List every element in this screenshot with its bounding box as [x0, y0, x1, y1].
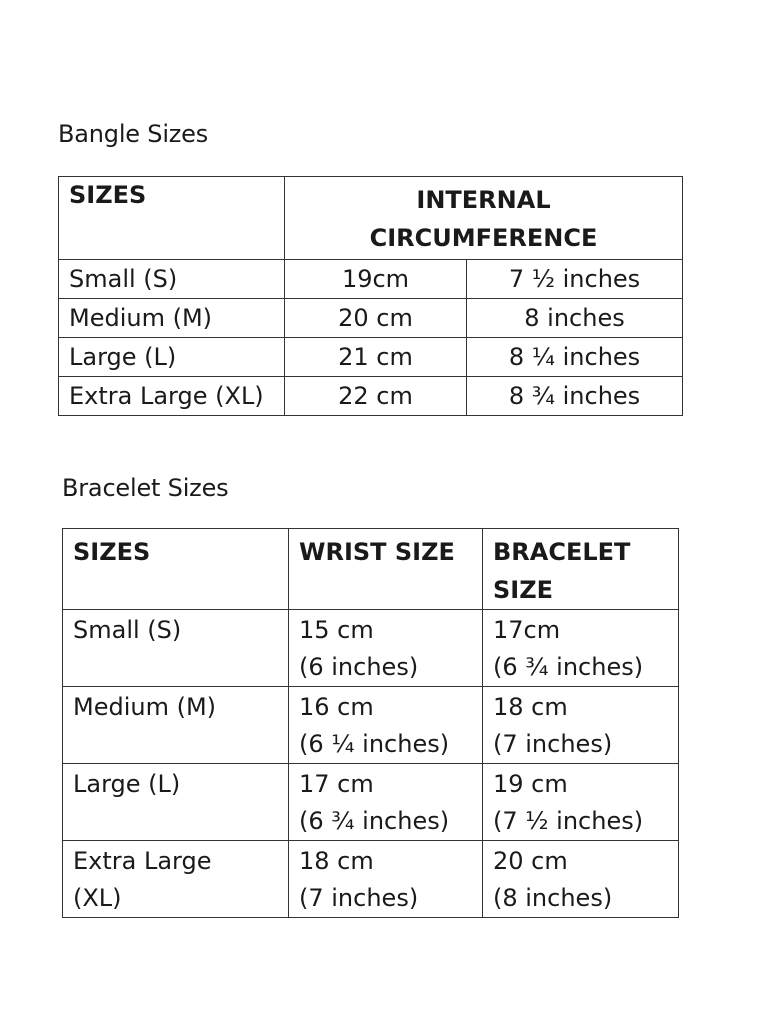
wrist-size-header: WRIST SIZE — [289, 529, 483, 610]
table-row — [59, 377, 683, 416]
bracelet-inches: (6 ¾ inches) — [493, 653, 644, 681]
bangle-cm-cell: 22 cm — [285, 377, 467, 416]
bangle-cm-cell: 21 cm — [285, 338, 467, 377]
bangle-header-row — [59, 177, 683, 260]
circumference-header-line2: CIRCUMFERENCE — [369, 224, 598, 252]
bracelet-inches: (8 inches) — [493, 884, 613, 912]
bangle-inches-cell: 8 ¼ inches — [467, 338, 683, 377]
circumference-header-line1: INTERNAL — [416, 186, 551, 214]
table-row — [63, 687, 679, 764]
bracelet-inches: (7 inches) — [493, 730, 613, 758]
wrist-inches: (6 ¼ inches) — [299, 730, 450, 758]
bracelet-size-cell — [63, 841, 289, 918]
size-label: Extra Large — [73, 847, 212, 875]
table-row — [63, 841, 679, 918]
bracelet-sizes-header: SIZES — [63, 529, 289, 610]
wrist-size-cell — [289, 687, 483, 764]
wrist-inches: (6 inches) — [299, 653, 419, 681]
wrist-cm: 16 cm — [299, 693, 374, 721]
bracelet-size-table — [62, 528, 679, 918]
bangle-inches-cell: 8 inches — [467, 299, 683, 338]
bracelet-length-cell — [483, 610, 679, 687]
wrist-cm: 18 cm — [299, 847, 374, 875]
bangle-inches-cell: 7 ½ inches — [467, 260, 683, 299]
size-label: Large (L) — [73, 770, 181, 798]
bracelet-cm: 17cm — [493, 616, 561, 644]
bangle-inches-cell: 8 ¾ inches — [467, 377, 683, 416]
bangle-size-cell: Large (L) — [59, 338, 285, 377]
bracelet-size-cell — [63, 687, 289, 764]
wrist-inches: (6 ¾ inches) — [299, 807, 450, 835]
wrist-size-cell — [289, 610, 483, 687]
table-row — [59, 260, 683, 299]
bracelet-length-cell — [483, 764, 679, 841]
bracelet-size-header-line1: BRACELET — [493, 538, 631, 566]
bracelet-cm: 18 cm — [493, 693, 568, 721]
bracelet-size-cell — [63, 764, 289, 841]
wrist-cm: 15 cm — [299, 616, 374, 644]
bangle-cm-cell: 20 cm — [285, 299, 467, 338]
bangle-size-cell: Extra Large (XL) — [59, 377, 285, 416]
size-label: Medium (M) — [73, 693, 217, 721]
size-label: Small (S) — [73, 616, 182, 644]
bangle-sizes-title: Bangle Sizes — [58, 120, 209, 148]
bracelet-size-header — [483, 529, 679, 610]
bangle-size-table — [58, 176, 683, 416]
bracelet-size-header-line2: SIZE — [493, 576, 554, 604]
wrist-size-cell — [289, 764, 483, 841]
bangle-circumference-header — [285, 177, 683, 260]
wrist-cm: 17 cm — [299, 770, 374, 798]
bracelet-cm: 19 cm — [493, 770, 568, 798]
bracelet-cm: 20 cm — [493, 847, 568, 875]
bangle-size-cell: Medium (M) — [59, 299, 285, 338]
table-row — [59, 299, 683, 338]
bangle-sizes-header: SIZES — [59, 177, 285, 260]
table-row — [63, 610, 679, 687]
wrist-size-cell — [289, 841, 483, 918]
bracelet-header-row — [63, 529, 679, 610]
table-row — [63, 764, 679, 841]
bangle-size-cell: Small (S) — [59, 260, 285, 299]
bracelet-length-cell — [483, 687, 679, 764]
wrist-inches: (7 inches) — [299, 884, 419, 912]
table-row — [59, 338, 683, 377]
size-label-line2: (XL) — [73, 884, 122, 912]
bracelet-size-cell — [63, 610, 289, 687]
bangle-cm-cell: 19cm — [285, 260, 467, 299]
bracelet-length-cell — [483, 841, 679, 918]
bracelet-sizes-title: Bracelet Sizes — [62, 474, 229, 502]
bracelet-inches: (7 ½ inches) — [493, 807, 644, 835]
